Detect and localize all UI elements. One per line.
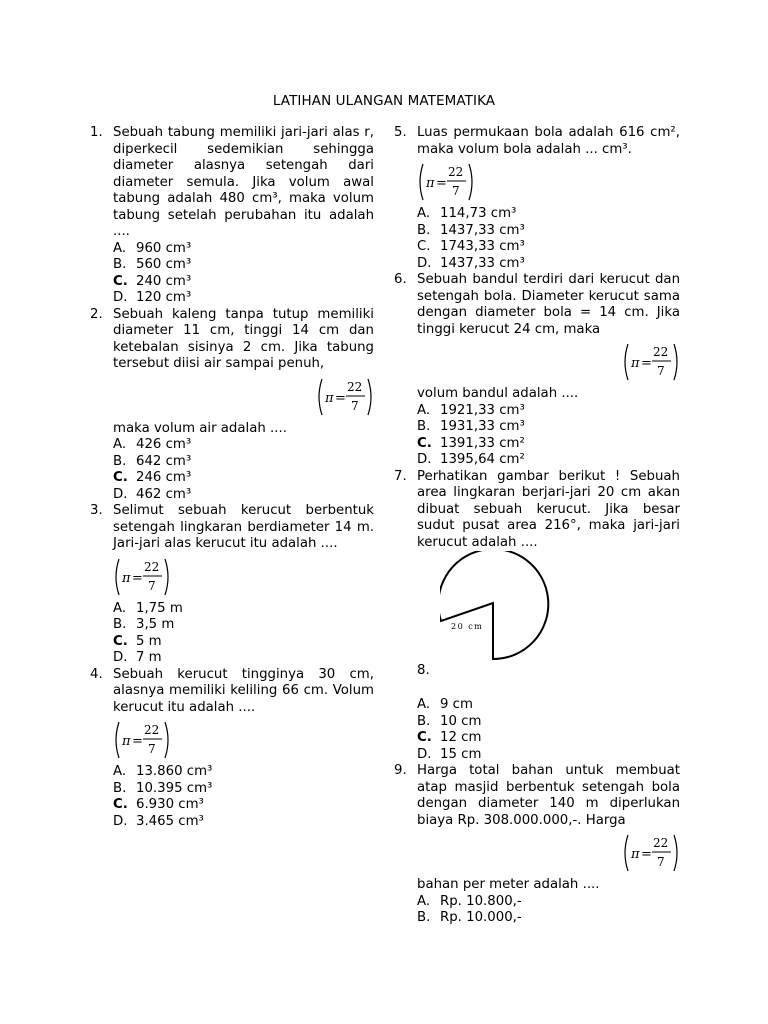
option-letter: B.	[113, 257, 127, 272]
option-b	[417, 419, 680, 436]
right-paren	[469, 164, 472, 200]
option-text: 246 cm³	[136, 470, 192, 485]
option-letter: A.	[113, 764, 127, 779]
pi-symbol: π	[631, 847, 640, 862]
option-text: 3.465 cm³	[136, 813, 204, 829]
option-letter: C.	[113, 273, 128, 289]
numerator: 22	[144, 559, 160, 574]
option-text: 240 cm³	[136, 273, 192, 289]
equals-sign: =	[436, 176, 447, 191]
pi-symbol: π	[631, 356, 640, 371]
stray-number-label: 8.	[417, 663, 430, 678]
option-letter: D.	[113, 486, 128, 502]
option-d	[417, 256, 680, 273]
option-b	[417, 714, 680, 731]
option-d	[113, 290, 374, 307]
option-letter: B.	[113, 780, 127, 796]
option-text: 1931,33 cm³	[440, 419, 525, 434]
page-title: LATIHAN ULANGAN MATEMATIKA	[272, 93, 496, 109]
option-text: Rp. 10.800,-	[440, 893, 522, 909]
numerator: 22	[448, 165, 464, 179]
option-text: 1437,33 cm³	[440, 255, 525, 271]
denominator: 7	[452, 184, 460, 198]
option-c	[417, 730, 680, 747]
equals-sign: =	[335, 390, 346, 406]
option-text: 1395,64 cm²	[440, 452, 525, 467]
option-text: Rp. 10.000,-	[440, 910, 522, 925]
option-letter: A.	[113, 240, 127, 256]
sector-outline	[440, 551, 548, 659]
question-stem: Sebuah kerucut tingginya 30 cm, alasnya memiliki keliling 66 cm. Volum kerucut itu adalah ....	[113, 666, 374, 715]
option-letter: A.	[417, 402, 431, 418]
option-a	[113, 601, 374, 618]
option-letter: B.	[113, 617, 127, 632]
option-letter: B.	[417, 222, 431, 238]
option-a	[417, 894, 680, 911]
pi-formula	[417, 338, 680, 386]
option-text: 1743,33 cm³	[440, 239, 525, 254]
option-text: 3,5 m	[136, 617, 175, 632]
pi-formula	[417, 158, 680, 206]
option-c	[417, 436, 680, 453]
option-text: 1437,33 cm³	[440, 222, 525, 238]
right-paren	[674, 344, 677, 380]
option-letter: C.	[417, 730, 432, 745]
pi-formula-graphic	[417, 162, 475, 202]
option-text: 15 cm	[440, 746, 482, 762]
option-b	[113, 257, 374, 274]
question-7	[394, 469, 680, 764]
left-paren	[116, 559, 119, 595]
option-letter: D.	[417, 452, 432, 467]
option-letter: D.	[113, 290, 128, 305]
left-paren	[319, 379, 322, 415]
equals-sign: =	[641, 847, 652, 862]
option-letter: D.	[417, 746, 432, 762]
right-column	[394, 125, 680, 927]
option-text: 1391,33 cm²	[440, 435, 525, 451]
question-stem-continued: maka volum air adalah ....	[113, 420, 287, 436]
option-text: 1921,33 cm³	[440, 402, 525, 418]
option-text: 426 cm³	[136, 437, 192, 452]
option-text: 960 cm³	[136, 240, 192, 256]
right-paren	[165, 559, 168, 595]
option-letter: B.	[113, 453, 127, 469]
pi-symbol: π	[426, 176, 435, 191]
option-letter: B.	[417, 713, 431, 729]
question-5	[394, 125, 680, 272]
option-d	[113, 487, 374, 504]
question-stem: Sebuah kaleng tanpa tutup memiliki diameter 11 cm, tinggi 14 cm dan ketebalan sisinya 2 cm. Jika tabung tersebut diisi air sampai penuh,	[113, 306, 374, 371]
option-c	[417, 239, 680, 256]
question-stem-continued: bahan per meter adalah ....	[417, 877, 600, 892]
option-c	[113, 274, 374, 291]
option-text: 10 cm	[440, 713, 482, 729]
option-text: 9 cm	[440, 697, 473, 712]
circle-sector-diagram	[440, 551, 570, 663]
left-paren	[625, 835, 628, 871]
option-letter: C.	[113, 797, 128, 812]
pi-symbol: π	[325, 390, 334, 406]
question-stem: Perhatikan gambar berikut ! Sebuah area lingkaran berjari-jari 20 cm akan dibuat sebuah kerucut. Jika besar sudut pusat area 216°, maka jari-jari kerucut adalah ....	[417, 468, 680, 550]
equals-sign: =	[132, 570, 143, 586]
question-2	[90, 307, 374, 504]
pi-symbol: π	[122, 734, 131, 749]
option-text: 12 cm	[440, 730, 482, 745]
option-b	[113, 454, 374, 471]
option-text: 10.395 cm³	[136, 780, 213, 796]
option-text: 560 cm³	[136, 257, 192, 272]
numerator: 22	[653, 836, 669, 850]
left-paren	[625, 344, 628, 380]
pi-formula	[417, 829, 680, 877]
option-letter: A.	[417, 206, 431, 221]
pi-formula	[113, 716, 374, 764]
option-letter: A.	[417, 893, 431, 909]
pi-formula-graphic	[113, 720, 171, 760]
equals-sign: =	[132, 734, 143, 749]
question-1	[90, 125, 374, 307]
option-letter: D.	[417, 255, 432, 271]
option-d	[417, 747, 680, 764]
option-a	[417, 206, 680, 223]
option-letter: C.	[113, 633, 128, 649]
right-paren	[368, 379, 371, 415]
question-stem: Sebuah bandul terdiri dari kerucut dan setengah bola. Diameter kerucut sama dengan diameter bola = 14 cm. Jika tinggi kerucut 24 cm, maka	[417, 272, 680, 337]
question-stem: Harga total bahan untuk membuat atap masjid berbentuk setengah bola dengan diameter 140 m diperlukan biaya Rp. 308.000.000,-. Harga	[417, 763, 680, 828]
option-letter: A.	[417, 697, 431, 712]
denominator: 7	[657, 364, 665, 378]
pi-symbol: π	[122, 570, 131, 586]
option-text: 462 cm³	[136, 486, 192, 502]
question-number: 9.	[394, 763, 407, 778]
option-b	[417, 910, 680, 927]
option-letter: A.	[113, 437, 127, 452]
left-paren	[116, 722, 119, 758]
question-number: 2.	[90, 306, 103, 322]
option-text: 642 cm³	[136, 453, 192, 469]
option-letter: B.	[417, 910, 431, 925]
right-paren	[674, 835, 677, 871]
question-number: 1.	[90, 125, 103, 140]
pi-formula-graphic	[113, 557, 171, 597]
pi-formula	[113, 373, 374, 421]
question-stem: Selimut sebuah kerucut berbentuk setengah lingkaran berdiameter 14 m. Jari-jari alas kerucut itu adalah ....	[113, 503, 374, 551]
pi-formula	[113, 553, 374, 601]
option-c	[113, 634, 374, 651]
option-a	[417, 403, 680, 420]
option-a	[113, 241, 374, 258]
option-letter: A.	[113, 600, 127, 616]
option-d	[113, 814, 374, 831]
pi-formula-graphic	[622, 833, 680, 873]
denominator: 7	[148, 578, 156, 593]
question-number: 6.	[394, 272, 407, 287]
left-paren	[420, 164, 423, 200]
option-d	[113, 650, 374, 667]
numerator: 22	[653, 345, 669, 359]
question-4	[90, 667, 374, 831]
option-letter: D.	[113, 813, 128, 829]
denominator: 7	[657, 855, 665, 869]
numerator: 22	[144, 723, 160, 737]
question-number: 4.	[90, 666, 103, 682]
option-b	[417, 223, 680, 240]
option-a	[113, 764, 374, 781]
question-6	[394, 272, 680, 469]
option-text: 114,73 cm³	[440, 206, 517, 221]
option-text: 13.860 cm³	[136, 764, 213, 779]
option-a	[113, 437, 374, 454]
option-letter: D.	[113, 650, 128, 665]
equals-sign: =	[641, 356, 652, 371]
pi-formula-graphic	[316, 377, 374, 417]
denominator: 7	[148, 742, 156, 756]
radius-label: 20 cm	[451, 622, 484, 631]
left-column	[90, 125, 374, 830]
option-text: 5 m	[136, 633, 162, 649]
question-stem: Sebuah tabung memiliki jari-jari alas r, diperkecil sedemikian sehingga diameter alasnya setengah dari diameter semula. Jika volum awal tabung adalah 480 cm³, maka volum tabung setelah perubahan itu adalah ....	[113, 125, 374, 239]
option-letter: C.	[417, 239, 431, 254]
circle-sector-figure	[417, 551, 680, 663]
question-number: 3.	[90, 503, 103, 518]
option-b	[113, 617, 374, 634]
option-text: 120 cm³	[136, 290, 192, 305]
question-9	[394, 763, 680, 927]
option-a	[417, 697, 680, 714]
option-text: 7 m	[136, 650, 162, 665]
option-c	[113, 797, 374, 814]
option-letter: C.	[417, 435, 432, 451]
option-letter: C.	[113, 470, 128, 485]
option-d	[417, 452, 680, 469]
question-stem-continued: volum bandul adalah ....	[417, 386, 579, 401]
option-letter: B.	[417, 419, 431, 434]
question-stem: Luas permukaan bola adalah 616 cm², maka volum bola adalah ... cm³.	[417, 125, 680, 157]
option-text: 6.930 cm³	[136, 797, 204, 812]
numerator: 22	[347, 379, 363, 394]
option-b	[113, 781, 374, 798]
option-text: 1,75 m	[136, 600, 183, 616]
question-number: 5.	[394, 125, 407, 140]
option-c	[113, 470, 374, 487]
question-number: 7.	[394, 468, 407, 484]
question-3	[90, 503, 374, 667]
pi-formula-graphic	[622, 342, 680, 382]
denominator: 7	[351, 398, 359, 413]
right-paren	[165, 722, 168, 758]
